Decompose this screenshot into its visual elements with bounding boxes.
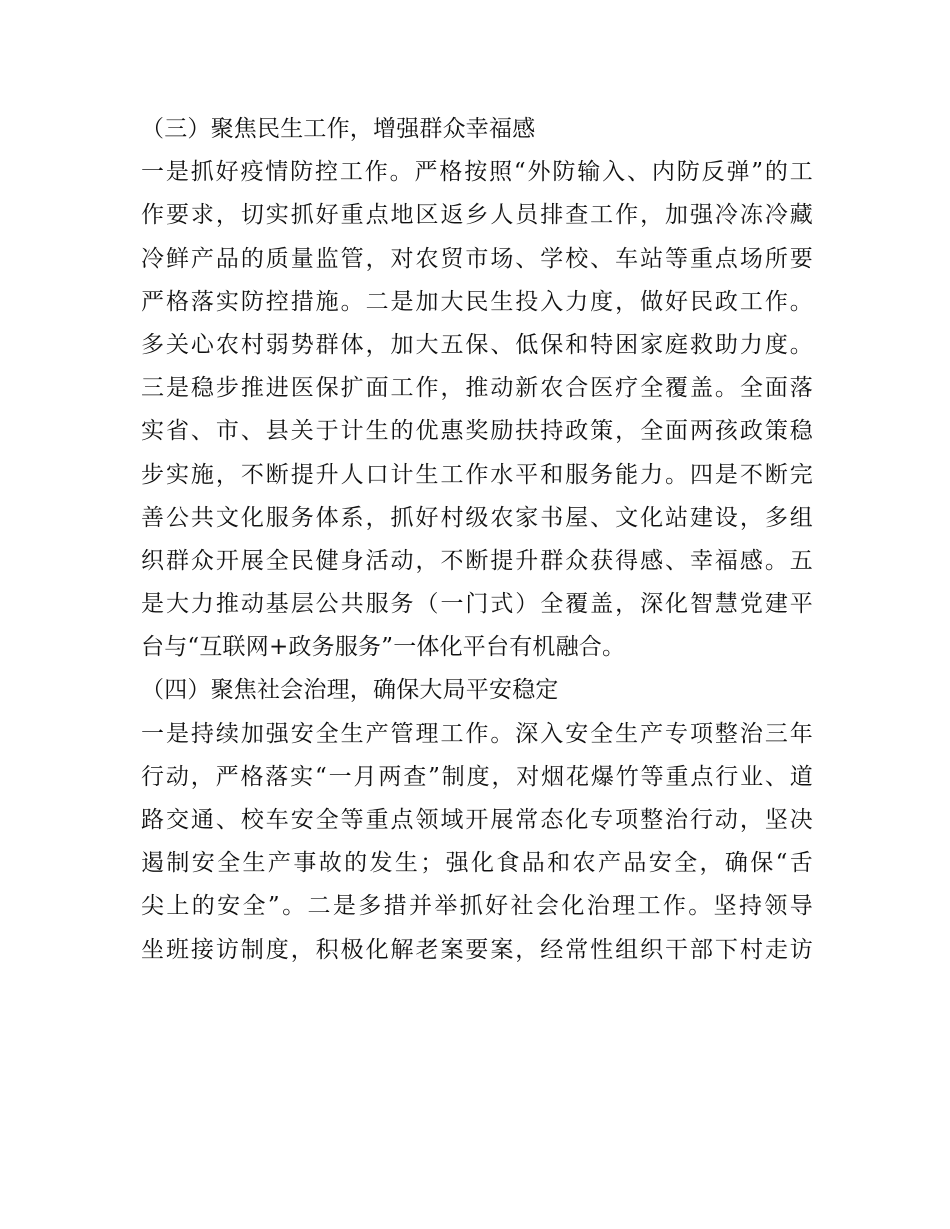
text-line: 多关心农村弱势群体，加大五保、低保和特困家庭救助力度。 bbox=[141, 331, 813, 358]
text-line: 三是稳步推进医保扩面工作，推动新农合医疗全覆盖。全面落 bbox=[141, 375, 813, 402]
text-line: 台与“互联网+政务服务”一体化平台有机融合。 bbox=[141, 634, 626, 661]
text-line: 是大力推动基层公共服务（一门式）全覆盖，深化智慧党建平 bbox=[141, 591, 813, 618]
text-line: 作要求，切实抓好重点地区返乡人员排查工作，加强冷冻冷藏 bbox=[141, 202, 813, 229]
text-line: 实省、市、县关于计生的优惠奖励扶持政策，全面两孩政策稳 bbox=[141, 418, 813, 445]
text-line: 遏制安全生产事故的发生；强化食品和农产品安全，确保“舌 bbox=[141, 850, 813, 877]
text-line: 步实施，不断提升人口计生工作水平和服务能力。四是不断完 bbox=[141, 461, 813, 488]
text-line: 严格落实防控措施。二是加大民生投入力度，做好民政工作。 bbox=[141, 288, 813, 315]
text-line: 一是持续加强安全生产管理工作。深入安全生产专项整治三年 bbox=[141, 720, 813, 747]
section-heading-4: （四）聚焦社会治理，确保大局平安稳定 bbox=[141, 677, 559, 704]
text-line: 善公共文化服务体系，抓好村级农家书屋、文化站建设，多组 bbox=[141, 504, 813, 531]
text-line: 一是抓好疫情防控工作。严格按照“外防输入、内防反弹”的工 bbox=[141, 159, 813, 186]
document-body bbox=[141, 108, 813, 972]
text-line: 织群众开展全民健身活动，不断提升群众获得感、幸福感。五 bbox=[141, 547, 813, 574]
text-line: 路交通、校车安全等重点领域开展常态化专项整治行动，坚决 bbox=[141, 807, 813, 833]
section-heading-3: （三）聚焦民生工作，增强群众幸福感 bbox=[141, 116, 536, 142]
text-line: 尖上的安全”。二是多措并举抓好社会化治理工作。坚持领导 bbox=[141, 893, 813, 920]
text-line: 冷鲜产品的质量监管，对农贸市场、学校、车站等重点场所要 bbox=[141, 245, 813, 272]
text-line: 行动，严格落实“一月两查”制度，对烟花爆竹等重点行业、道 bbox=[141, 763, 813, 790]
text-line: 坐班接访制度，积极化解老案要案，经常性组织干部下村走访 bbox=[141, 936, 813, 963]
